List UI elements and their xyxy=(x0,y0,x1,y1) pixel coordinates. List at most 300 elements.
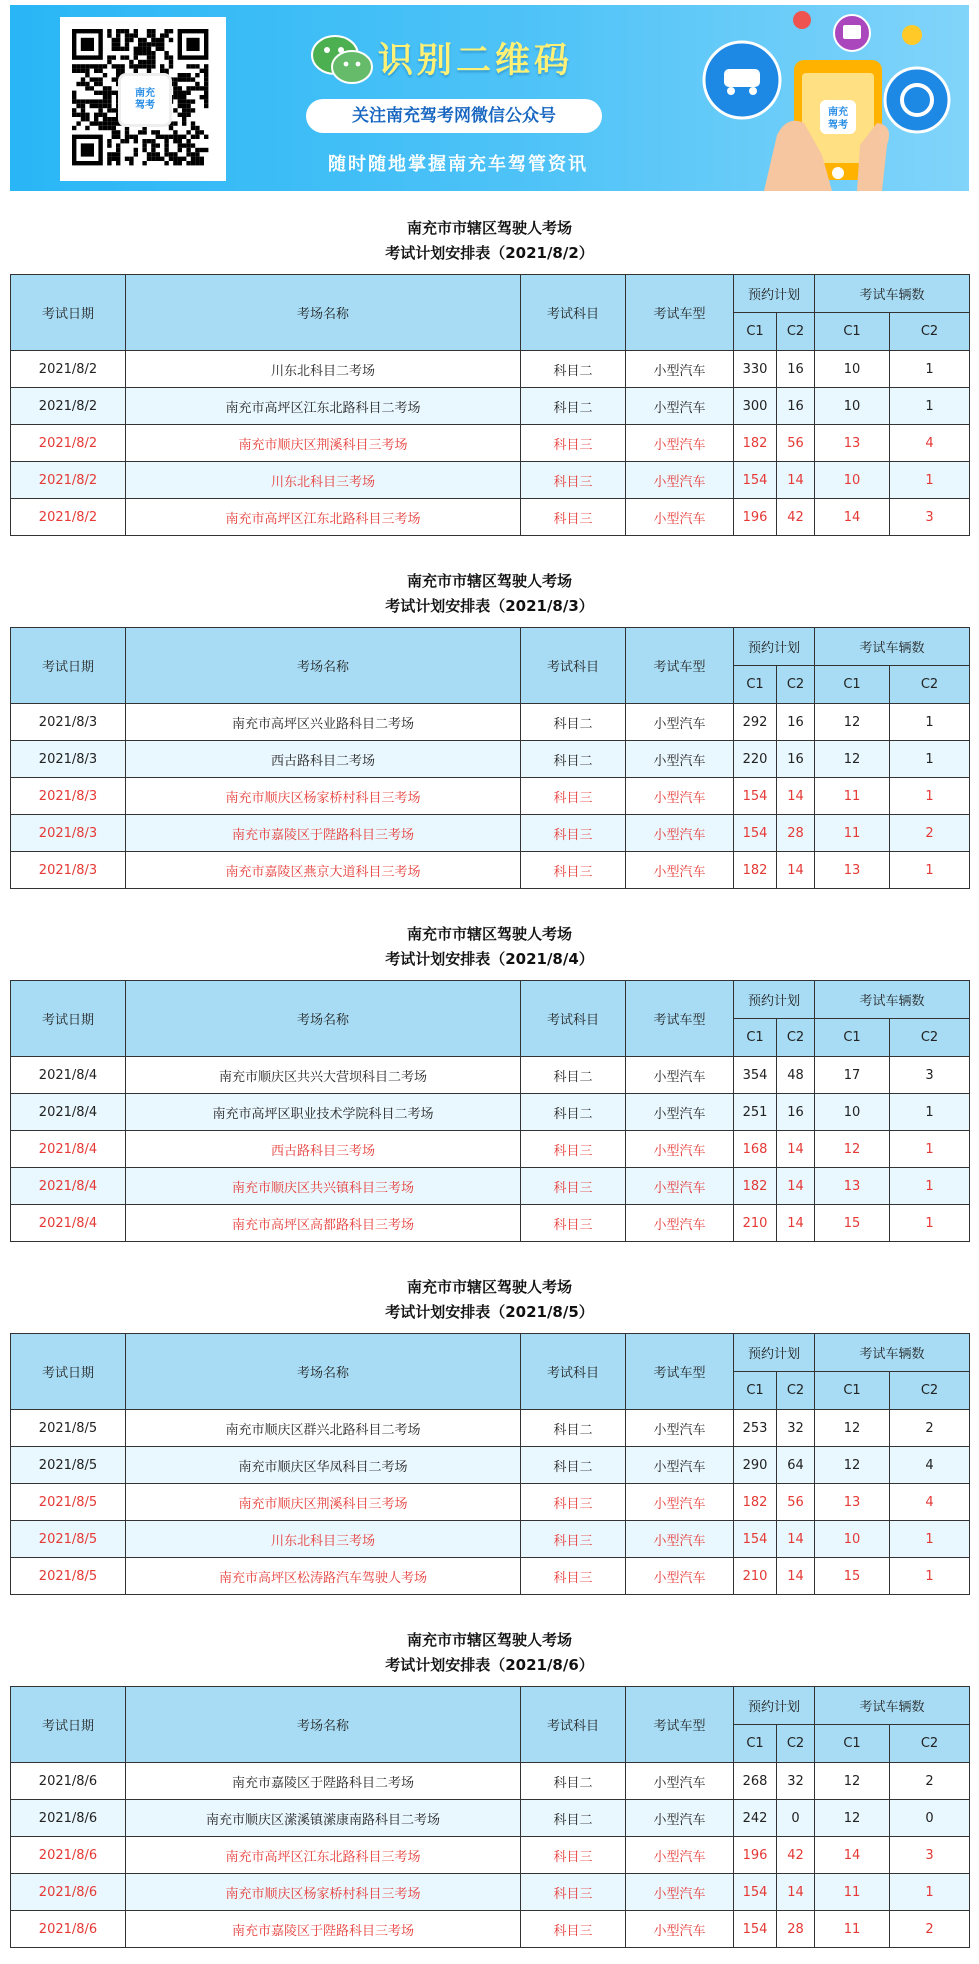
table-row xyxy=(11,1521,970,1558)
phone-illustration-icon xyxy=(682,5,969,191)
header-vehicles-c1: C1 xyxy=(815,1725,890,1763)
cell-car-type: 小型汽车 xyxy=(626,388,734,425)
schedule-table xyxy=(10,1333,970,1595)
cell-vehicles-c2: 3 xyxy=(890,1837,970,1874)
cell-vehicles-c1: 12 xyxy=(815,704,890,741)
header-subject: 考试科目 xyxy=(521,981,626,1057)
cell-vehicles-c2: 1 xyxy=(890,1874,970,1911)
cell-venue: 南充市高坪区江东北路科目二考场 xyxy=(126,388,521,425)
cell-vehicles-c2: 2 xyxy=(890,1911,970,1948)
table-row xyxy=(11,499,970,536)
cell-plan-c2: 14 xyxy=(777,1168,815,1205)
cell-plan-c1: 196 xyxy=(734,1837,777,1874)
cell-plan-c2: 16 xyxy=(777,351,815,388)
cell-car-type: 小型汽车 xyxy=(626,1168,734,1205)
cell-vehicles-c1: 13 xyxy=(815,1168,890,1205)
cell-date: 2021/8/4 xyxy=(11,1205,126,1242)
cell-vehicles-c2: 1 xyxy=(890,462,970,499)
section-title: 南充市市辖区驾驶人考场 xyxy=(406,572,572,590)
cell-date: 2021/8/4 xyxy=(11,1168,126,1205)
cell-venue: 南充市嘉陵区于陛路科目三考场 xyxy=(126,815,521,852)
qr-logo xyxy=(118,73,172,127)
table-row xyxy=(11,1094,970,1131)
section-subtitle: 考试计划安排表（2021/8/2） xyxy=(385,244,594,262)
header-plan-c1: C1 xyxy=(734,1019,777,1057)
cell-vehicles-c2: 2 xyxy=(890,1763,970,1800)
cell-vehicles-c1: 14 xyxy=(815,1837,890,1874)
cell-subject: 科目三 xyxy=(521,462,626,499)
cell-vehicles-c1: 12 xyxy=(815,1410,890,1447)
cell-plan-c2: 28 xyxy=(777,815,815,852)
cell-venue: 南充市顺庆区荆溪科目三考场 xyxy=(126,425,521,462)
cell-vehicles-c2: 1 xyxy=(890,351,970,388)
cell-vehicles-c1: 13 xyxy=(815,852,890,889)
schedule-section xyxy=(10,1628,969,1948)
cell-venue: 南充市顺庆区杨家桥村科目三考场 xyxy=(126,1874,521,1911)
cell-date: 2021/8/4 xyxy=(11,1057,126,1094)
cell-plan-c2: 32 xyxy=(777,1763,815,1800)
cell-subject: 科目三 xyxy=(521,1131,626,1168)
table-row xyxy=(11,1447,970,1484)
cell-vehicles-c2: 1 xyxy=(890,1168,970,1205)
cell-car-type: 小型汽车 xyxy=(626,1911,734,1948)
header-venue: 考场名称 xyxy=(126,628,521,704)
cell-subject: 科目三 xyxy=(521,1911,626,1948)
table-row xyxy=(11,1874,970,1911)
section-title: 南充市市辖区驾驶人考场 xyxy=(406,925,572,943)
section-subtitle: 考试计划安排表（2021/8/4） xyxy=(385,950,594,968)
header-vehicles-c2: C2 xyxy=(890,313,970,351)
cell-plan-c2: 16 xyxy=(777,741,815,778)
cell-plan-c2: 14 xyxy=(777,1131,815,1168)
cell-subject: 科目二 xyxy=(521,741,626,778)
cell-car-type: 小型汽车 xyxy=(626,704,734,741)
cell-vehicles-c1: 11 xyxy=(815,1911,890,1948)
cell-plan-c2: 14 xyxy=(777,778,815,815)
cell-subject: 科目三 xyxy=(521,852,626,889)
cell-car-type: 小型汽车 xyxy=(626,1521,734,1558)
header-subject: 考试科目 xyxy=(521,628,626,704)
cell-vehicles-c2: 4 xyxy=(890,1447,970,1484)
section-title: 南充市市辖区驾驶人考场 xyxy=(406,1278,572,1296)
cell-venue: 南充市顺庆区荆溪科目三考场 xyxy=(126,1484,521,1521)
cell-vehicles-c2: 1 xyxy=(890,704,970,741)
header-vehicles-c1: C1 xyxy=(815,666,890,704)
schedule-table xyxy=(10,627,970,889)
cell-date: 2021/8/2 xyxy=(11,499,126,536)
cell-car-type: 小型汽车 xyxy=(626,1837,734,1874)
header-venue: 考场名称 xyxy=(126,981,521,1057)
cell-venue: 川东北科目二考场 xyxy=(126,351,521,388)
header-plan-c2: C2 xyxy=(777,1725,815,1763)
cell-car-type: 小型汽车 xyxy=(626,499,734,536)
table-row xyxy=(11,1558,970,1595)
cell-subject: 科目二 xyxy=(521,388,626,425)
header-subject: 考试科目 xyxy=(521,275,626,351)
cell-subject: 科目三 xyxy=(521,778,626,815)
cell-car-type: 小型汽车 xyxy=(626,1558,734,1595)
cell-plan-c1: 210 xyxy=(734,1205,777,1242)
cell-vehicles-c2: 2 xyxy=(890,815,970,852)
cell-vehicles-c2: 1 xyxy=(890,778,970,815)
cell-vehicles-c2: 0 xyxy=(890,1800,970,1837)
schedule-section xyxy=(10,569,969,889)
cell-venue: 南充市高坪区松涛路汽车驾驶人考场 xyxy=(126,1558,521,1595)
cell-car-type: 小型汽车 xyxy=(626,1205,734,1242)
cell-subject: 科目二 xyxy=(521,1410,626,1447)
cell-car-type: 小型汽车 xyxy=(626,462,734,499)
table-header-row xyxy=(11,1334,970,1372)
cell-vehicles-c1: 12 xyxy=(815,1763,890,1800)
cell-subject: 科目三 xyxy=(521,1168,626,1205)
header-car-type: 考试车型 xyxy=(626,275,734,351)
cell-car-type: 小型汽车 xyxy=(626,1410,734,1447)
header-car-type: 考试车型 xyxy=(626,1687,734,1763)
svg-text:驾考: 驾考 xyxy=(828,120,848,131)
cell-date: 2021/8/6 xyxy=(11,1800,126,1837)
table-row xyxy=(11,388,970,425)
schedule-section xyxy=(10,1275,969,1595)
cell-venue: 南充市嘉陵区燕京大道科目三考场 xyxy=(126,852,521,889)
table-header-row xyxy=(11,275,970,313)
banner-follow-pill: 关注南充驾考网微信公众号 xyxy=(306,99,602,133)
header-plan-c1: C1 xyxy=(734,1725,777,1763)
cell-vehicles-c2: 1 xyxy=(890,1205,970,1242)
cell-vehicles-c2: 4 xyxy=(890,425,970,462)
cell-plan-c2: 48 xyxy=(777,1057,815,1094)
cell-subject: 科目二 xyxy=(521,704,626,741)
header-car-type: 考试车型 xyxy=(626,1334,734,1410)
cell-vehicles-c2: 1 xyxy=(890,741,970,778)
section-subtitle: 考试计划安排表（2021/8/5） xyxy=(385,1303,594,1321)
header-vehicles-c1: C1 xyxy=(815,1019,890,1057)
cell-date: 2021/8/6 xyxy=(11,1837,126,1874)
header-subject: 考试科目 xyxy=(521,1687,626,1763)
cell-date: 2021/8/5 xyxy=(11,1558,126,1595)
header-date: 考试日期 xyxy=(11,1334,126,1410)
cell-venue: 南充市顺庆区共兴镇科目三考场 xyxy=(126,1168,521,1205)
cell-plan-c2: 16 xyxy=(777,704,815,741)
header-car-type: 考试车型 xyxy=(626,981,734,1057)
cell-plan-c1: 182 xyxy=(734,425,777,462)
cell-plan-c1: 253 xyxy=(734,1410,777,1447)
cell-subject: 科目三 xyxy=(521,1205,626,1242)
schedule-table xyxy=(10,1686,970,1948)
schedule-table xyxy=(10,274,970,536)
cell-vehicles-c1: 11 xyxy=(815,778,890,815)
cell-subject: 科目三 xyxy=(521,815,626,852)
cell-subject: 科目三 xyxy=(521,425,626,462)
cell-car-type: 小型汽车 xyxy=(626,1447,734,1484)
cell-date: 2021/8/2 xyxy=(11,388,126,425)
cell-plan-c1: 242 xyxy=(734,1800,777,1837)
header-vehicles-c2: C2 xyxy=(890,1725,970,1763)
cell-plan-c1: 196 xyxy=(734,499,777,536)
cell-vehicles-c2: 1 xyxy=(890,1131,970,1168)
schedule-table xyxy=(10,980,970,1242)
header-plan-c2: C2 xyxy=(777,1019,815,1057)
header-venue: 考场名称 xyxy=(126,1687,521,1763)
schedule-section xyxy=(10,216,969,536)
cell-date: 2021/8/2 xyxy=(11,425,126,462)
section-title: 南充市市辖区驾驶人考场 xyxy=(406,1631,572,1649)
cell-plan-c1: 154 xyxy=(734,1521,777,1558)
cell-plan-c1: 220 xyxy=(734,741,777,778)
cell-subject: 科目二 xyxy=(521,1447,626,1484)
header-plan-c1: C1 xyxy=(734,1372,777,1410)
header-plan-c2: C2 xyxy=(777,1372,815,1410)
cell-plan-c2: 14 xyxy=(777,852,815,889)
header-vehicles-c2: C2 xyxy=(890,1372,970,1410)
cell-vehicles-c2: 1 xyxy=(890,388,970,425)
cell-date: 2021/8/6 xyxy=(11,1874,126,1911)
header-plan-c1: C1 xyxy=(734,666,777,704)
header-vehicles: 考试车辆数 xyxy=(815,1687,970,1725)
cell-subject: 科目二 xyxy=(521,1094,626,1131)
cell-car-type: 小型汽车 xyxy=(626,1800,734,1837)
cell-venue: 川东北科目三考场 xyxy=(126,1521,521,1558)
banner-title: 识别二维码 xyxy=(378,41,574,81)
qr-logo-line1: 南充 xyxy=(135,88,155,99)
table-row xyxy=(11,815,970,852)
cell-plan-c1: 330 xyxy=(734,351,777,388)
cell-car-type: 小型汽车 xyxy=(626,778,734,815)
cell-venue: 南充市顺庆区杨家桥村科目三考场 xyxy=(126,778,521,815)
cell-car-type: 小型汽车 xyxy=(626,1094,734,1131)
table-row xyxy=(11,704,970,741)
cell-vehicles-c1: 10 xyxy=(815,351,890,388)
cell-venue: 南充市高坪区高都路科目三考场 xyxy=(126,1205,521,1242)
table-row xyxy=(11,1800,970,1837)
header-venue: 考场名称 xyxy=(126,275,521,351)
cell-plan-c1: 154 xyxy=(734,1874,777,1911)
promo-banner[interactable] xyxy=(10,5,969,191)
cell-plan-c1: 154 xyxy=(734,462,777,499)
header-vehicles: 考试车辆数 xyxy=(815,1334,970,1372)
cell-date: 2021/8/6 xyxy=(11,1763,126,1800)
cell-venue: 南充市嘉陵区于陛路科目二考场 xyxy=(126,1763,521,1800)
header-date: 考试日期 xyxy=(11,981,126,1057)
header-date: 考试日期 xyxy=(11,275,126,351)
cell-date: 2021/8/3 xyxy=(11,852,126,889)
cell-plan-c2: 42 xyxy=(777,499,815,536)
cell-subject: 科目二 xyxy=(521,1763,626,1800)
table-row xyxy=(11,1837,970,1874)
header-plan: 预约计划 xyxy=(734,1687,815,1725)
cell-plan-c2: 14 xyxy=(777,1874,815,1911)
cell-date: 2021/8/4 xyxy=(11,1094,126,1131)
table-row xyxy=(11,778,970,815)
cell-vehicles-c1: 13 xyxy=(815,1484,890,1521)
cell-date: 2021/8/3 xyxy=(11,778,126,815)
cell-plan-c1: 154 xyxy=(734,815,777,852)
cell-venue: 西古路科目二考场 xyxy=(126,741,521,778)
qr-code xyxy=(60,17,226,181)
cell-car-type: 小型汽车 xyxy=(626,815,734,852)
cell-vehicles-c1: 15 xyxy=(815,1558,890,1595)
qr-logo-line2: 驾考 xyxy=(135,100,155,111)
table-row xyxy=(11,1131,970,1168)
header-vehicles-c2: C2 xyxy=(890,666,970,704)
cell-venue: 南充市高坪区江东北路科目三考场 xyxy=(126,499,521,536)
cell-vehicles-c1: 10 xyxy=(815,1094,890,1131)
cell-vehicles-c1: 17 xyxy=(815,1057,890,1094)
cell-car-type: 小型汽车 xyxy=(626,1874,734,1911)
section-title: 南充市市辖区驾驶人考场 xyxy=(406,219,572,237)
cell-date: 2021/8/4 xyxy=(11,1131,126,1168)
cell-subject: 科目三 xyxy=(521,1874,626,1911)
cell-plan-c1: 251 xyxy=(734,1094,777,1131)
table-header-row xyxy=(11,981,970,1019)
cell-plan-c1: 210 xyxy=(734,1558,777,1595)
cell-vehicles-c1: 12 xyxy=(815,741,890,778)
cell-plan-c2: 42 xyxy=(777,1837,815,1874)
table-row xyxy=(11,425,970,462)
cell-date: 2021/8/3 xyxy=(11,741,126,778)
header-vehicles-c2: C2 xyxy=(890,1019,970,1057)
cell-plan-c2: 0 xyxy=(777,1800,815,1837)
cell-plan-c2: 14 xyxy=(777,1521,815,1558)
cell-date: 2021/8/5 xyxy=(11,1521,126,1558)
cell-plan-c2: 14 xyxy=(777,462,815,499)
cell-vehicles-c1: 10 xyxy=(815,462,890,499)
cell-venue: 南充市顺庆区华凤科目二考场 xyxy=(126,1447,521,1484)
cell-plan-c1: 354 xyxy=(734,1057,777,1094)
cell-vehicles-c2: 3 xyxy=(890,1057,970,1094)
table-row xyxy=(11,852,970,889)
svg-text:南充: 南充 xyxy=(828,107,848,118)
header-vehicles-c1: C1 xyxy=(815,313,890,351)
cell-car-type: 小型汽车 xyxy=(626,425,734,462)
cell-car-type: 小型汽车 xyxy=(626,852,734,889)
header-plan-c2: C2 xyxy=(777,313,815,351)
cell-vehicles-c1: 14 xyxy=(815,499,890,536)
table-row xyxy=(11,1057,970,1094)
cell-date: 2021/8/3 xyxy=(11,704,126,741)
cell-plan-c1: 182 xyxy=(734,1484,777,1521)
cell-car-type: 小型汽车 xyxy=(626,1057,734,1094)
cell-date: 2021/8/6 xyxy=(11,1911,126,1948)
header-car-type: 考试车型 xyxy=(626,628,734,704)
cell-venue: 南充市嘉陵区于陛路科目三考场 xyxy=(126,1911,521,1948)
cell-vehicles-c2: 1 xyxy=(890,1521,970,1558)
header-vehicles: 考试车辆数 xyxy=(815,275,970,313)
cell-venue: 南充市顺庆区群兴北路科目二考场 xyxy=(126,1410,521,1447)
section-subtitle: 考试计划安排表（2021/8/3） xyxy=(385,597,594,615)
cell-subject: 科目二 xyxy=(521,1800,626,1837)
cell-plan-c1: 154 xyxy=(734,778,777,815)
table-row xyxy=(11,1205,970,1242)
header-plan-c2: C2 xyxy=(777,666,815,704)
cell-subject: 科目二 xyxy=(521,1057,626,1094)
cell-vehicles-c1: 10 xyxy=(815,1521,890,1558)
header-plan: 预约计划 xyxy=(734,628,815,666)
cell-plan-c1: 154 xyxy=(734,1911,777,1948)
cell-venue: 南充市顺庆区共兴大营坝科目二考场 xyxy=(126,1057,521,1094)
header-plan: 预约计划 xyxy=(734,275,815,313)
cell-car-type: 小型汽车 xyxy=(626,351,734,388)
cell-date: 2021/8/5 xyxy=(11,1447,126,1484)
cell-plan-c2: 16 xyxy=(777,1094,815,1131)
cell-plan-c2: 14 xyxy=(777,1205,815,1242)
header-vehicles: 考试车辆数 xyxy=(815,628,970,666)
cell-vehicles-c1: 12 xyxy=(815,1131,890,1168)
header-plan-c1: C1 xyxy=(734,313,777,351)
table-header-row xyxy=(11,1687,970,1725)
cell-venue: 西古路科目三考场 xyxy=(126,1131,521,1168)
cell-date: 2021/8/2 xyxy=(11,351,126,388)
cell-plan-c2: 56 xyxy=(777,425,815,462)
header-date: 考试日期 xyxy=(11,628,126,704)
cell-venue: 川东北科目三考场 xyxy=(126,462,521,499)
cell-vehicles-c2: 1 xyxy=(890,1094,970,1131)
cell-plan-c2: 56 xyxy=(777,1484,815,1521)
header-subject: 考试科目 xyxy=(521,1334,626,1410)
cell-plan-c2: 14 xyxy=(777,1558,815,1595)
header-plan: 预约计划 xyxy=(734,1334,815,1372)
table-row xyxy=(11,741,970,778)
cell-subject: 科目三 xyxy=(521,1837,626,1874)
cell-vehicles-c1: 11 xyxy=(815,1874,890,1911)
cell-vehicles-c1: 10 xyxy=(815,388,890,425)
cell-plan-c1: 268 xyxy=(734,1763,777,1800)
cell-vehicles-c1: 15 xyxy=(815,1205,890,1242)
table-row xyxy=(11,1763,970,1800)
header-date: 考试日期 xyxy=(11,1687,126,1763)
cell-date: 2021/8/2 xyxy=(11,462,126,499)
header-plan: 预约计划 xyxy=(734,981,815,1019)
banner-subtitle: 随时随地掌握南充车驾管资讯 xyxy=(328,154,588,175)
cell-plan-c2: 28 xyxy=(777,1911,815,1948)
cell-plan-c2: 32 xyxy=(777,1410,815,1447)
cell-subject: 科目三 xyxy=(521,1521,626,1558)
header-vehicles-c1: C1 xyxy=(815,1372,890,1410)
table-row xyxy=(11,462,970,499)
wechat-icon xyxy=(310,33,374,89)
header-vehicles: 考试车辆数 xyxy=(815,981,970,1019)
cell-plan-c1: 292 xyxy=(734,704,777,741)
cell-venue: 南充市高坪区兴业路科目二考场 xyxy=(126,704,521,741)
cell-plan-c1: 182 xyxy=(734,852,777,889)
section-subtitle: 考试计划安排表（2021/8/6） xyxy=(385,1656,594,1674)
cell-subject: 科目三 xyxy=(521,1484,626,1521)
cell-date: 2021/8/5 xyxy=(11,1484,126,1521)
cell-plan-c2: 16 xyxy=(777,388,815,425)
cell-vehicles-c2: 1 xyxy=(890,852,970,889)
cell-date: 2021/8/3 xyxy=(11,815,126,852)
cell-vehicles-c2: 2 xyxy=(890,1410,970,1447)
cell-car-type: 小型汽车 xyxy=(626,1763,734,1800)
cell-plan-c1: 290 xyxy=(734,1447,777,1484)
cell-vehicles-c1: 11 xyxy=(815,815,890,852)
table-row xyxy=(11,1484,970,1521)
cell-subject: 科目三 xyxy=(521,499,626,536)
cell-venue: 南充市顺庆区潆溪镇潆康南路科目二考场 xyxy=(126,1800,521,1837)
schedule-section xyxy=(10,922,969,1242)
cell-plan-c1: 182 xyxy=(734,1168,777,1205)
cell-vehicles-c2: 4 xyxy=(890,1484,970,1521)
table-row xyxy=(11,351,970,388)
cell-vehicles-c1: 12 xyxy=(815,1800,890,1837)
cell-venue: 南充市高坪区江东北路科目三考场 xyxy=(126,1837,521,1874)
cell-car-type: 小型汽车 xyxy=(626,741,734,778)
table-row xyxy=(11,1168,970,1205)
table-row xyxy=(11,1911,970,1948)
table-header-row xyxy=(11,628,970,666)
cell-car-type: 小型汽车 xyxy=(626,1484,734,1521)
table-row xyxy=(11,1410,970,1447)
header-venue: 考场名称 xyxy=(126,1334,521,1410)
